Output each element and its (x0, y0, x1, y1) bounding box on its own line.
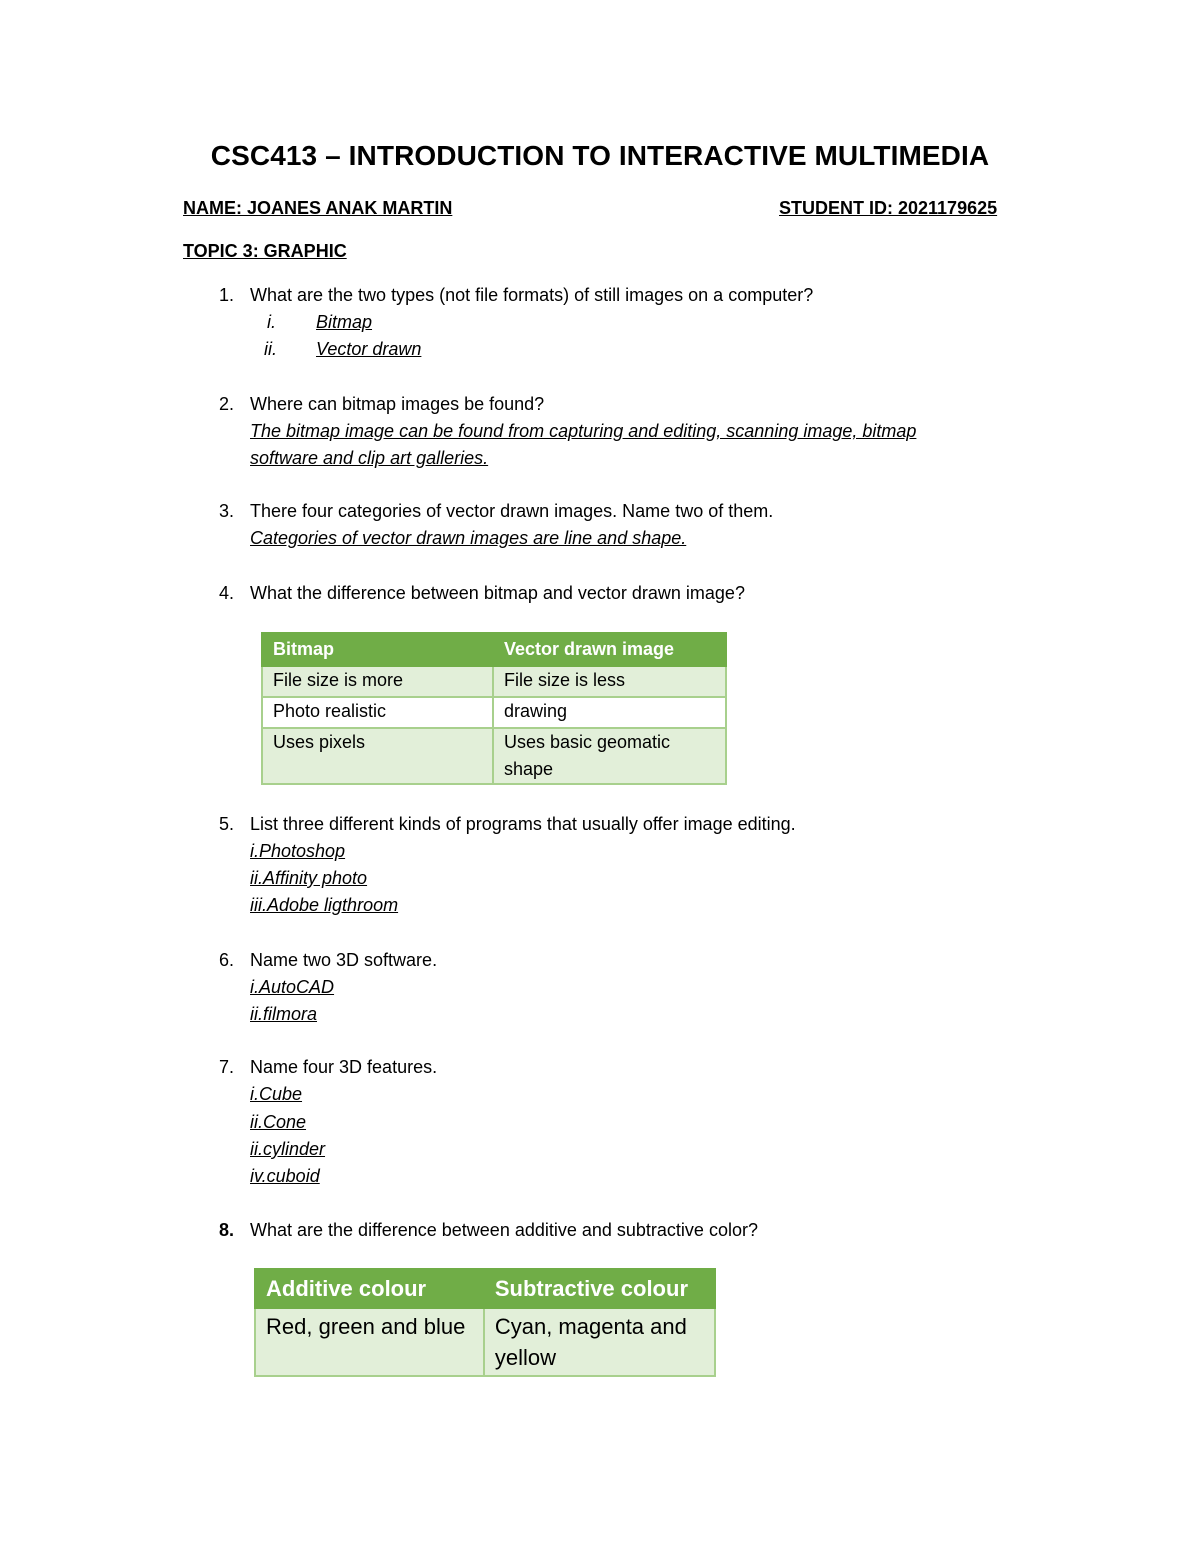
table-cell: Cyan, magenta and yellow (484, 1308, 715, 1376)
table-header-cell: Vector drawn image (493, 633, 726, 666)
topic-heading: TOPIC 3: GRAPHIC (183, 241, 347, 261)
table-row (262, 666, 726, 697)
table-cell: Photo realistic (262, 697, 493, 728)
q7-question: Name four 3D features. (250, 1057, 438, 1077)
q5-answer-2: ii.Affinity photo (250, 868, 368, 888)
q3-number: 3. (218, 501, 234, 521)
q1-answer-2: Vector drawn (316, 339, 422, 359)
q7-answer-4: iv.cuboid (250, 1166, 320, 1186)
q6-answer-1: i.AutoCAD (250, 977, 335, 997)
q2-number: 2. (218, 394, 234, 414)
q7-answer-3: ii.cylinder (250, 1139, 326, 1159)
table-header-cell: Bitmap (262, 633, 493, 666)
table-row (255, 1308, 715, 1376)
q2-question: Where can bitmap images be found? (250, 394, 545, 414)
document-title: CSC413 – INTRODUCTION TO INTERACTIVE MULTIMEDIA (210, 140, 990, 171)
q7-number: 7. (218, 1057, 234, 1077)
table-header-cell: Additive colour (255, 1269, 484, 1308)
q3-answer: Categories of vector drawn images are line and shape. (250, 528, 687, 548)
q4-question: What the difference between bitmap and vector drawn image? (250, 583, 745, 603)
q5-number: 5. (218, 814, 234, 834)
student-name: NAME: JOANES ANAK MARTIN (183, 198, 453, 218)
table-cell: Uses basic geomatic shape (493, 728, 726, 784)
q1-answer-1: Bitmap (316, 312, 373, 332)
table-cell: File size is more (262, 666, 493, 697)
table-header-row (255, 1269, 715, 1308)
q6-question: Name two 3D software. (250, 950, 438, 970)
table-row (262, 697, 726, 728)
q1-number: 1. (218, 285, 234, 305)
bitmap-vector-table (261, 632, 727, 785)
table-cell: Red, green and blue (255, 1308, 484, 1376)
q4-number: 4. (218, 583, 234, 603)
q1-item-marker: ii. (264, 339, 277, 359)
q2-answer-line-2: software and clip art galleries. (250, 448, 489, 468)
table-header-cell: Subtractive colour (484, 1269, 715, 1308)
q8-number: 8. (218, 1220, 234, 1240)
q5-answer-3: iii.Adobe ligthroom (250, 895, 399, 915)
table-row (262, 728, 726, 784)
q7-answer-1: i.Cube (250, 1084, 303, 1104)
q1-item-marker: i. (267, 312, 276, 332)
q1-question: What are the two types (not file formats) of still images on a computer? (250, 285, 814, 305)
q8-question: What are the difference between additive and subtractive color? (250, 1220, 758, 1240)
table-cell: File size is less (493, 666, 726, 697)
student-id: STUDENT ID: 2021179625 (779, 198, 998, 218)
q5-question: List three different kinds of programs that usually offer image editing. (250, 814, 796, 834)
q2-answer-line-1: The bitmap image can be found from capturing and editing, scanning image, bitmap (250, 421, 917, 441)
table-cell: drawing (493, 697, 726, 728)
q3-question: There four categories of vector drawn images. Name two of them. (250, 501, 774, 521)
table-cell: Uses pixels (262, 728, 493, 784)
table-header-row (262, 633, 726, 666)
q5-answer-1: i.Photoshop (250, 841, 346, 861)
additive-subtractive-table (254, 1268, 716, 1377)
q6-answer-2: ii.filmora (250, 1004, 318, 1024)
q7-answer-2: ii.Cone (250, 1112, 307, 1132)
q6-number: 6. (218, 950, 234, 970)
